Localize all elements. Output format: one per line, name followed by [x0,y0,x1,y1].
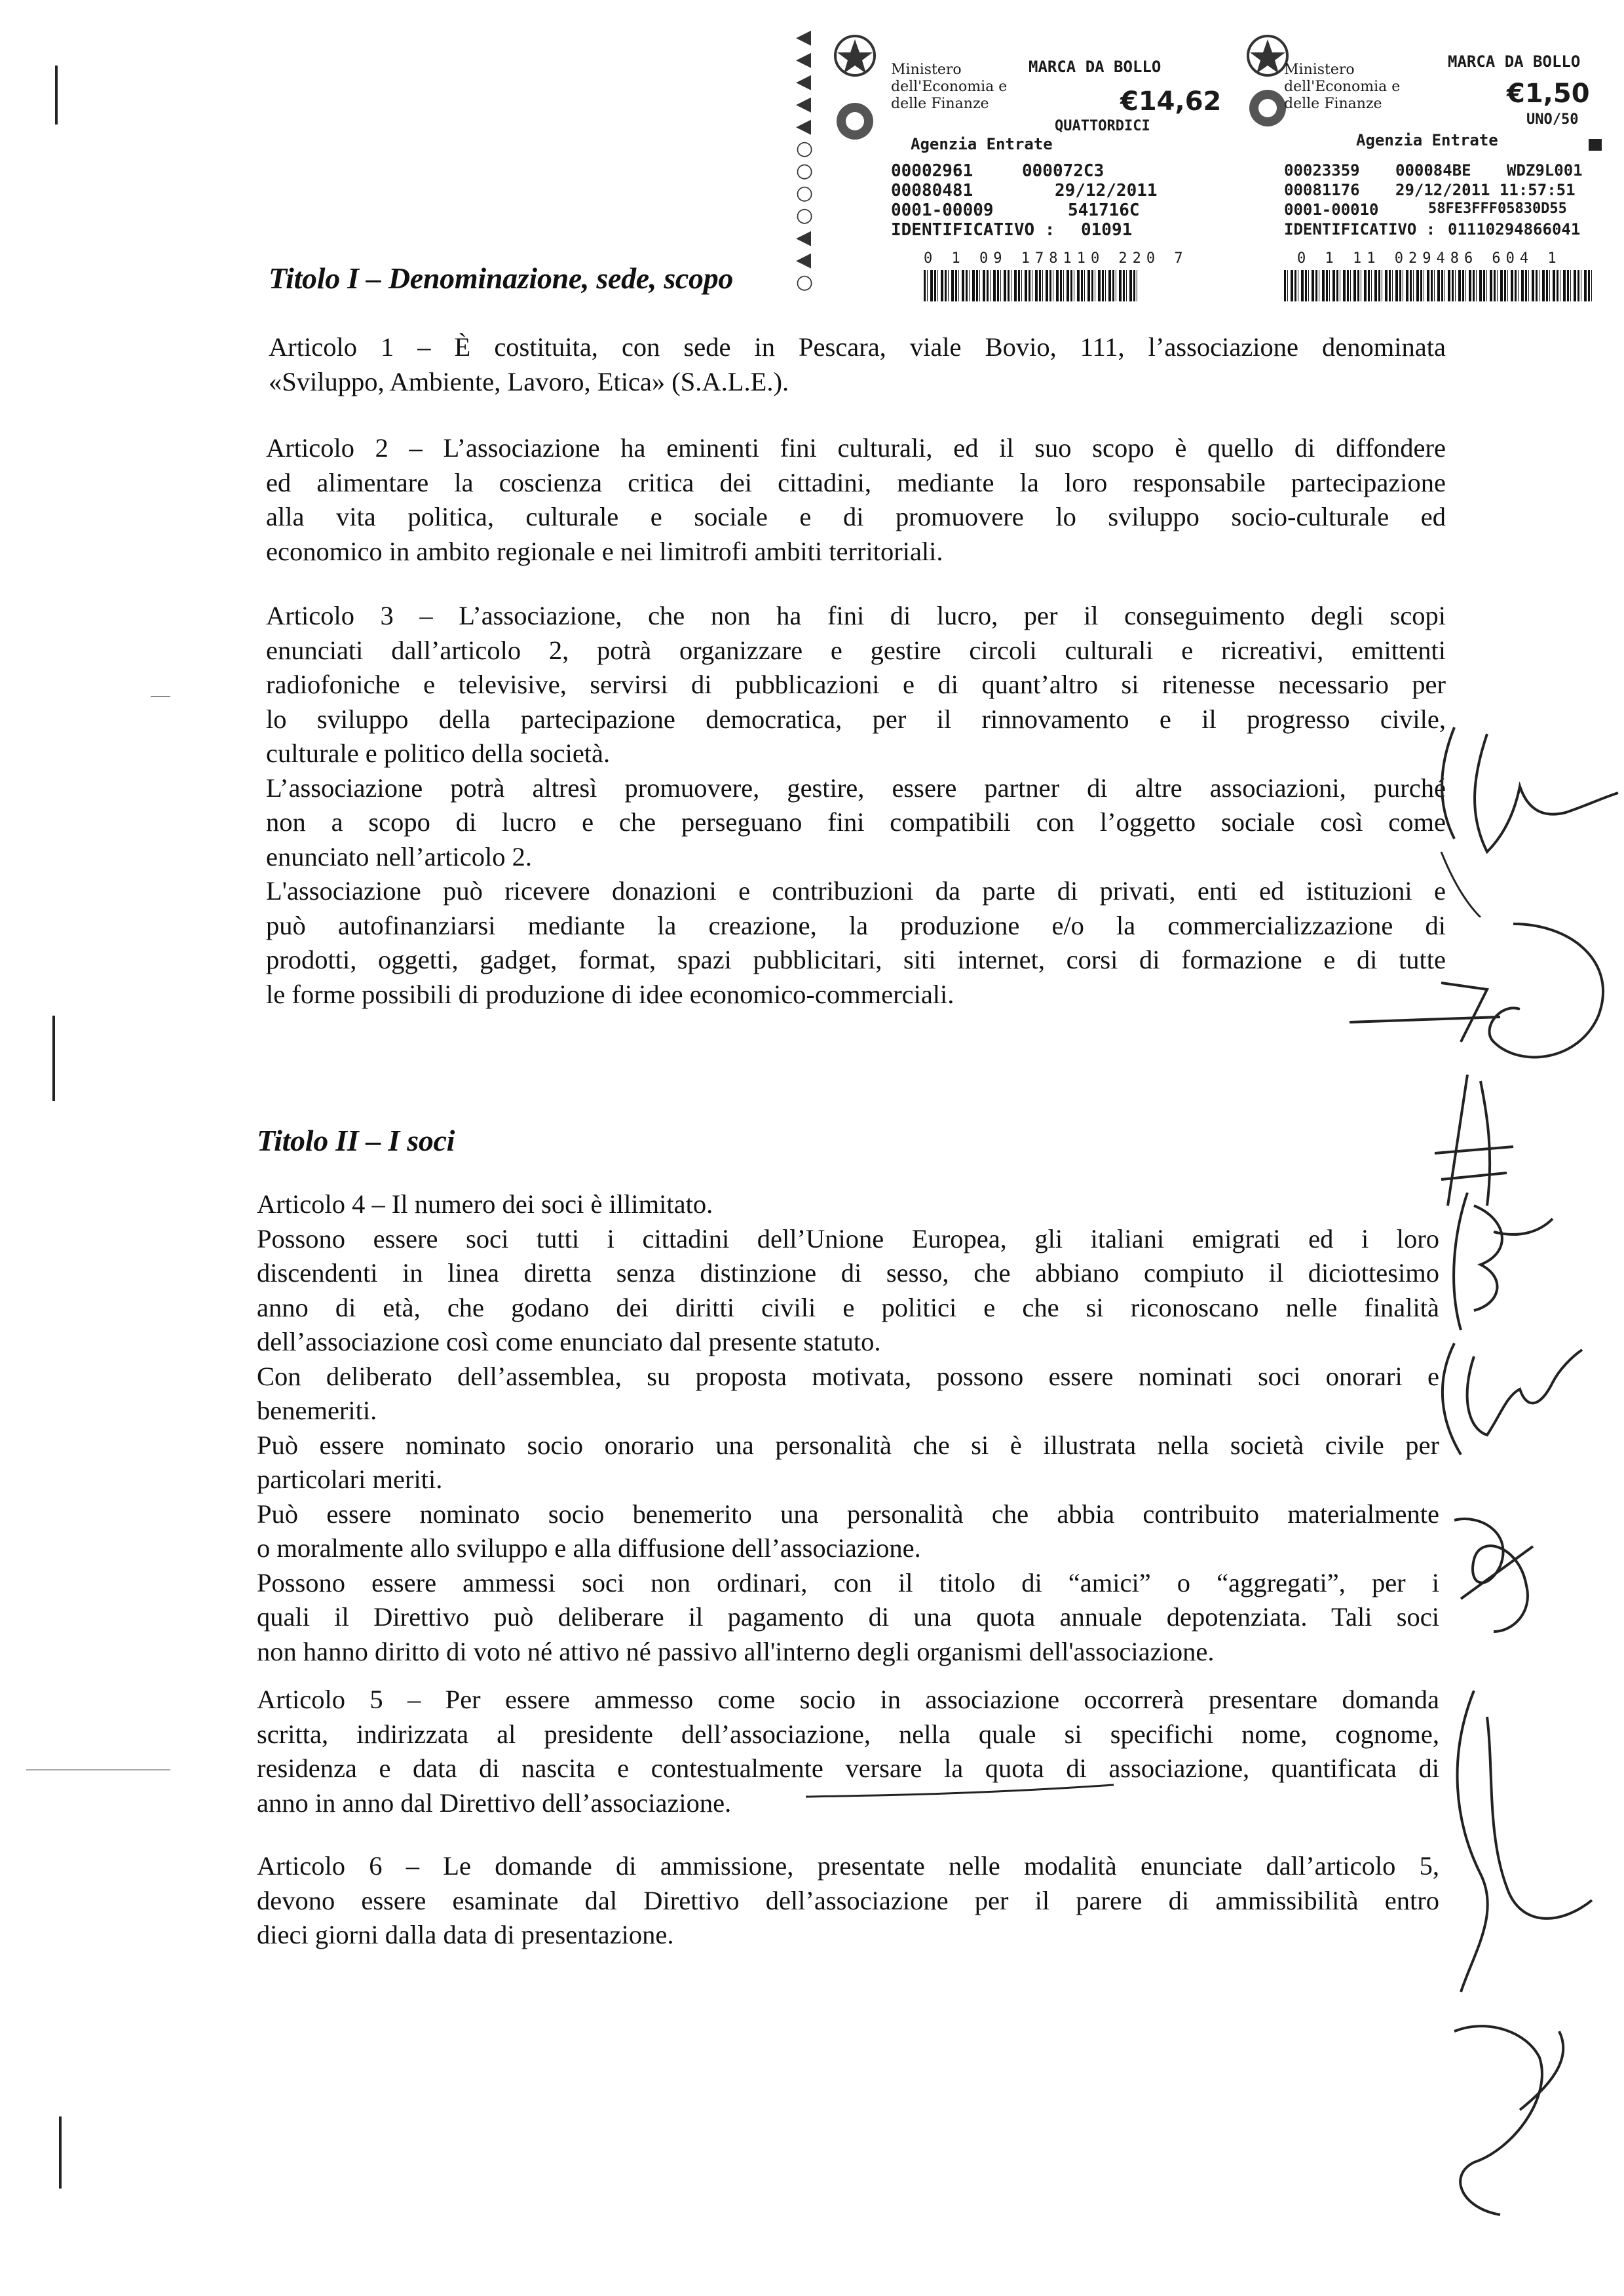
text-line: Può essere nominato socio onorario una personalità che si è illustrata nella società civile per [257,1430,1439,1460]
text-line: enunciato nell’articolo 2. [266,841,532,871]
stamp-code: 00081176 [1284,181,1360,199]
text-line: radiofoniche e televisive, servirsi di pubblicazioni e di quant’altro si ritenesse necessario per [266,670,1446,699]
stamp-code: 00080481 [891,181,973,201]
stamp-code: 58FE3FFF05830D55 [1428,201,1567,217]
article-paragraph [266,599,1446,1012]
text-line: anno in anno dal Direttivo dell’associazione. [257,1788,732,1818]
article-paragraph [257,1187,1439,1669]
text-line: Articolo 1 – È costituita, con sede in Pescara, viale Bovio, 111, l’associazione denominata [269,332,1446,362]
signature-mark [1428,721,1624,917]
text-line: non hanno diritto di voto né attivo né passivo all'interno degli organismi dell'associazione. [257,1636,1215,1666]
revenue-stamp-2 [1232,13,1605,301]
stamp-code: 29/12/2011 11:57:51 [1395,181,1576,199]
signature-mark [1350,911,1624,1081]
text-line: Può essere nominato socio benemerito una personalità che abbia contribuito materialmente [257,1499,1439,1529]
text-line: Articolo 6 – Le domande di ammissione, presentate nelle modalità enunciate dall’articolo 5, [257,1851,1439,1881]
revenue-stamp-1 [806,13,1251,301]
stamp-agency: Agenzia Entrate [911,135,1053,153]
text-line: Articolo 2 – L’associazione ha eminenti fini culturali, ed il suo scopo è quello di diffondere [266,433,1446,463]
stamp-barcode-number: 0 1 11 029486 604 1 [1297,250,1562,267]
stamp-ministry: Ministero dell'Economia e delle Finanze [891,62,1008,112]
stamp-identifier-label: IDENTIFICATIVO : [1284,220,1436,239]
text-line: prodotti, oggetti, gadget, format, spazi pubblicitari, siti internet, corsi di formazione e di tutte [266,945,1446,974]
stamp-code: 0001-00010 [1284,201,1379,219]
scan-edge-mark [55,66,58,124]
text-line: economico in ambito regionale e nei limitrofi ambiti territoriali. [266,536,943,566]
scan-edge-mark [52,1016,55,1101]
stamp-code: 541716C [1068,201,1140,220]
text-line: dell’associazione così come enunciato dal presente statuto. [257,1327,881,1356]
section-heading: Titolo II – I soci [257,1124,455,1157]
text-line: devono essere esaminate dal Direttivo dell’associazione per il parere di ammissibilità entro [257,1885,1439,1915]
text-line: L'associazione può ricevere donazioni e contribuzioni da parte di privati, enti ed istituzioni e [266,876,1446,906]
agency-logo-icon [832,98,878,144]
stamp-identifier-label: IDENTIFICATIVO : [891,220,1055,240]
text-line: non a scopo di lucro e che perseguano fini compatibili con l’oggetto sociale così come [266,807,1446,837]
stamp-corner-mark [1589,139,1602,151]
text-line: benemeriti. [257,1396,377,1425]
text-line: residenza e data di nascita e contestualmente versare la quota di associazione, quantificata di [257,1753,1439,1783]
text-line: quali il Direttivo può deliberare il pagamento di una quota annuale depotenziata. Tali soci [257,1602,1439,1632]
stamp-value-words: UNO/50 [1526,111,1579,128]
text-line: enunciati dall’articolo 2, potrà organizzare e gestire circoli culturali e ricreativi, emittenti [266,635,1446,665]
text-line: o moralmente allo sviluppo e alla diffusione dell’associazione. [257,1533,921,1563]
text-line: particolari meriti. [257,1464,443,1494]
article-paragraph [266,431,1446,569]
pen-stroke [806,1782,1120,1802]
stamp-identifier: 01091 [1081,220,1133,240]
text-line: le forme possibili di produzione di idee economico-commerciali. [266,979,954,1009]
stamp-value-words: QUATTORDICI [1055,118,1150,134]
article-paragraph [257,1849,1439,1953]
stamp-identifier: 01110294866041 [1448,220,1581,239]
stamp-brand: MARCA DA BOLLO [1029,58,1161,76]
text-line: Con deliberato dell’assemblea, su proposta motivata, possono essere nominati soci onorari e [257,1361,1439,1391]
stamp-agency: Agenzia Entrate [1356,131,1498,149]
stamp-code: 000084BE [1395,161,1471,180]
text-line: Articolo 3 – L’associazione, che non ha fini di lucro, per il conseguimento degli scopi [266,601,1446,630]
stamp-code: 0001-00009 [891,201,994,220]
text-line: «Sviluppo, Ambiente, Lavoro, Etica» (S.A.L.E.). [269,366,789,396]
text-line: alla vita politica, culturale e sociale e di promuovere lo sviluppo socio-culturale ed [266,502,1446,531]
text-line: L’associazione potrà altresì promuovere, gestire, essere partner di altre associazioni, purché [266,773,1446,803]
article-paragraph [269,330,1446,399]
stamp-code: WDZ9L001 [1507,161,1583,180]
stamp-barcode-number: 0 1 09 178110 220 7 [924,250,1188,267]
emblem-icon [832,33,878,79]
signature-mark [1428,1330,1585,1461]
text-line: Possono essere soci tutti i cittadini dell’Unione Europea, gli italiani emigrati ed i loro [257,1223,1439,1253]
signature-mark [1441,1507,1546,1638]
stamp-brand: MARCA DA BOLLO [1448,52,1581,71]
text-line: Articolo 5 – Per essere ammesso come socio in associazione occorrerà presentare domanda [257,1685,1439,1714]
stamp-code: 29/12/2011 [1055,181,1158,201]
text-line: ed alimentare la coscienza critica dei cittadini, mediante la loro responsabile partecipazione [266,467,1446,497]
text-line: culturale e politico della società. [266,738,611,768]
stamp-code: 00023359 [1284,161,1360,180]
stamp-ministry: Ministero dell'Economia e delle Finanze [1284,62,1401,112]
text-line: può autofinanziarsi mediante la creazione, la produzione e/o la commercializzazione di [266,910,1446,940]
scan-edge-mark [151,696,170,697]
stamp-code: 00002961 [891,161,973,181]
scan-edge-mark [26,1769,170,1770]
text-line: discendenti in linea diretta senza distinzione di sesso, che abbiano compiuto il diciottesimo [257,1258,1439,1288]
text-line: dieci giorni dalla data di presentazione. [257,1920,674,1949]
text-line: Articolo 4 – Il numero dei soci è illimitato. [257,1189,713,1219]
text-line: anno di età, che godano dei diritti civili e politici e che si riconoscano nelle finalità [257,1292,1439,1322]
stamp-value: €1,50 [1507,79,1590,109]
stamp-code: 000072C3 [1022,161,1105,181]
section-heading: Titolo I – Denominazione, sede, scopo [269,261,734,295]
text-line: scritta, indirizzata al presidente dell’associazione, nella quale si specifichi nome, cognome, [257,1719,1439,1749]
stamp-value: €14,62 [1120,86,1222,117]
signature-mark [1422,1691,1605,2228]
text-line: Possono essere ammessi soci non ordinari, con il titolo di “amici” o “aggregati”, per i [257,1567,1439,1598]
perforation-marks: ◀ ◀ ◀ ◀ ◀ ○ ○ ○ ○ ◀ ◀ ○ [796,26,814,294]
signature-mark [1428,1193,1559,1337]
stamp-barcode [1284,270,1592,301]
scan-edge-mark [59,2116,62,2189]
stamp-barcode [924,270,1140,301]
text-line: lo sviluppo della partecipazione democratica, per il rinnovamento e il progresso civile, [266,704,1446,734]
